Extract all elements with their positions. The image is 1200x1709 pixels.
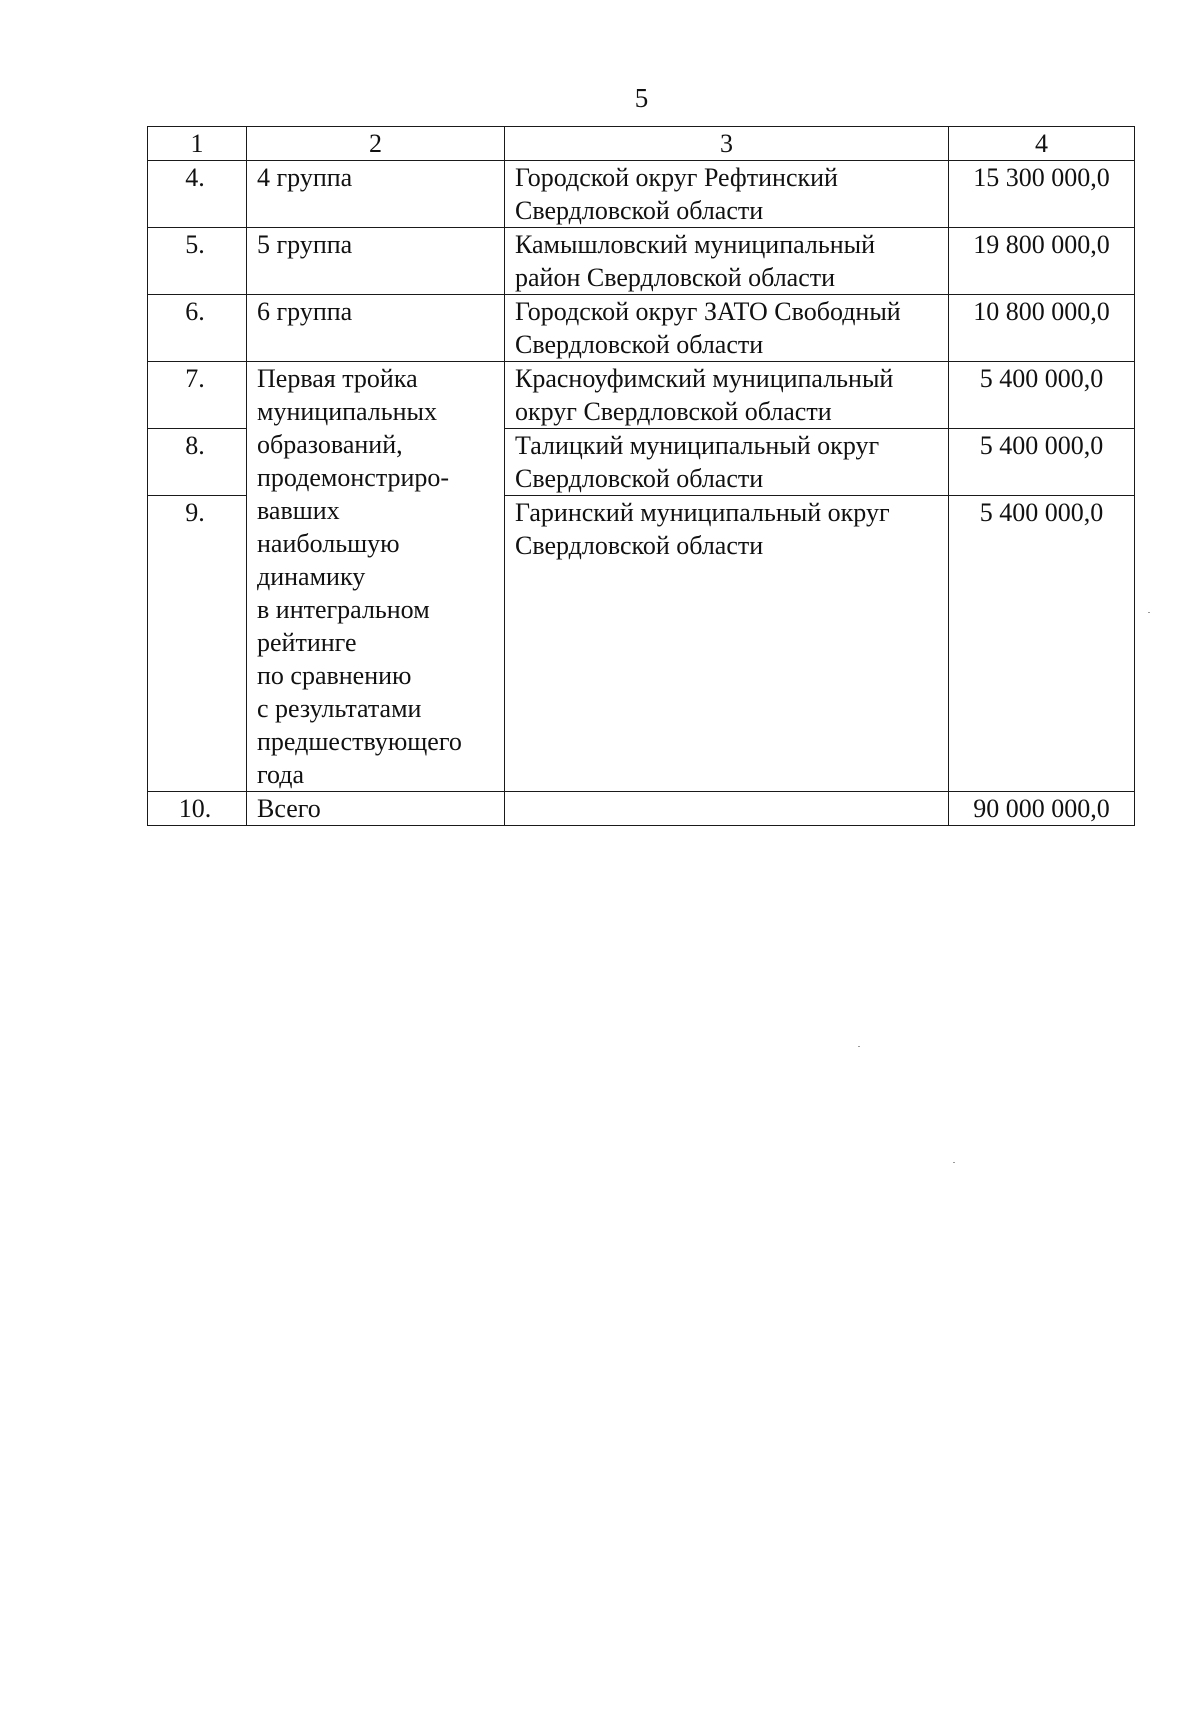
row-number: 5. xyxy=(148,228,247,295)
table-row xyxy=(148,161,1135,228)
amount-value: 19 800 000,0 xyxy=(949,228,1135,295)
amount-value: 15 300 000,0 xyxy=(949,161,1135,228)
amount-value: 5 400 000,0 xyxy=(949,362,1135,429)
amount-value: 5 400 000,0 xyxy=(949,429,1135,496)
amount-value: 10 800 000,0 xyxy=(949,295,1135,362)
total-label: Всего xyxy=(247,792,505,826)
total-municipality-empty xyxy=(505,792,949,826)
table-row xyxy=(148,295,1135,362)
allocation-table xyxy=(147,126,1135,826)
merged-group-description: Первая тройка муниципальных образований, продемонстриро- вавших наибольшую динамику в интегральном рейтинге по сравнению с результатами предшествующего года xyxy=(247,362,505,792)
total-amount: 90 000 000,0 xyxy=(949,792,1135,826)
total-row-number: 10. xyxy=(148,792,247,826)
table-header-row xyxy=(148,127,1135,161)
row-number: 6. xyxy=(148,295,247,362)
municipality-name: Камышловский муниципальный район Свердловской области xyxy=(505,228,949,295)
municipality-name: Красноуфимский муниципальный округ Свердловской области xyxy=(505,362,949,429)
header-cell-4: 4 xyxy=(949,127,1135,161)
row-number: 8. xyxy=(148,429,247,496)
amount-value: 5 400 000,0 xyxy=(949,496,1135,792)
municipality-name: Городской округ Рефтинский Свердловской области xyxy=(505,161,949,228)
page-number: 5 xyxy=(634,83,649,113)
group-name: 4 группа xyxy=(247,161,505,228)
scan-speck xyxy=(953,1162,955,1163)
header-cell-1: 1 xyxy=(148,127,247,161)
group-name: 6 группа xyxy=(247,295,505,362)
scan-speck xyxy=(858,1046,860,1047)
table-row xyxy=(148,228,1135,295)
row-number: 4. xyxy=(148,161,247,228)
municipality-name: Талицкий муниципальный округ Свердловской области xyxy=(505,429,949,496)
group-name: 5 группа xyxy=(247,228,505,295)
row-number: 7. xyxy=(148,362,247,429)
municipality-name: Гаринский муниципальный округ Свердловской области xyxy=(505,496,949,792)
header-cell-3: 3 xyxy=(505,127,949,161)
table-total-row xyxy=(148,792,1135,826)
scan-speck xyxy=(1148,612,1150,613)
table-row xyxy=(148,362,1135,429)
header-cell-2: 2 xyxy=(247,127,505,161)
row-number: 9. xyxy=(148,496,247,792)
municipality-name: Городской округ ЗАТО Свободный Свердловской области xyxy=(505,295,949,362)
